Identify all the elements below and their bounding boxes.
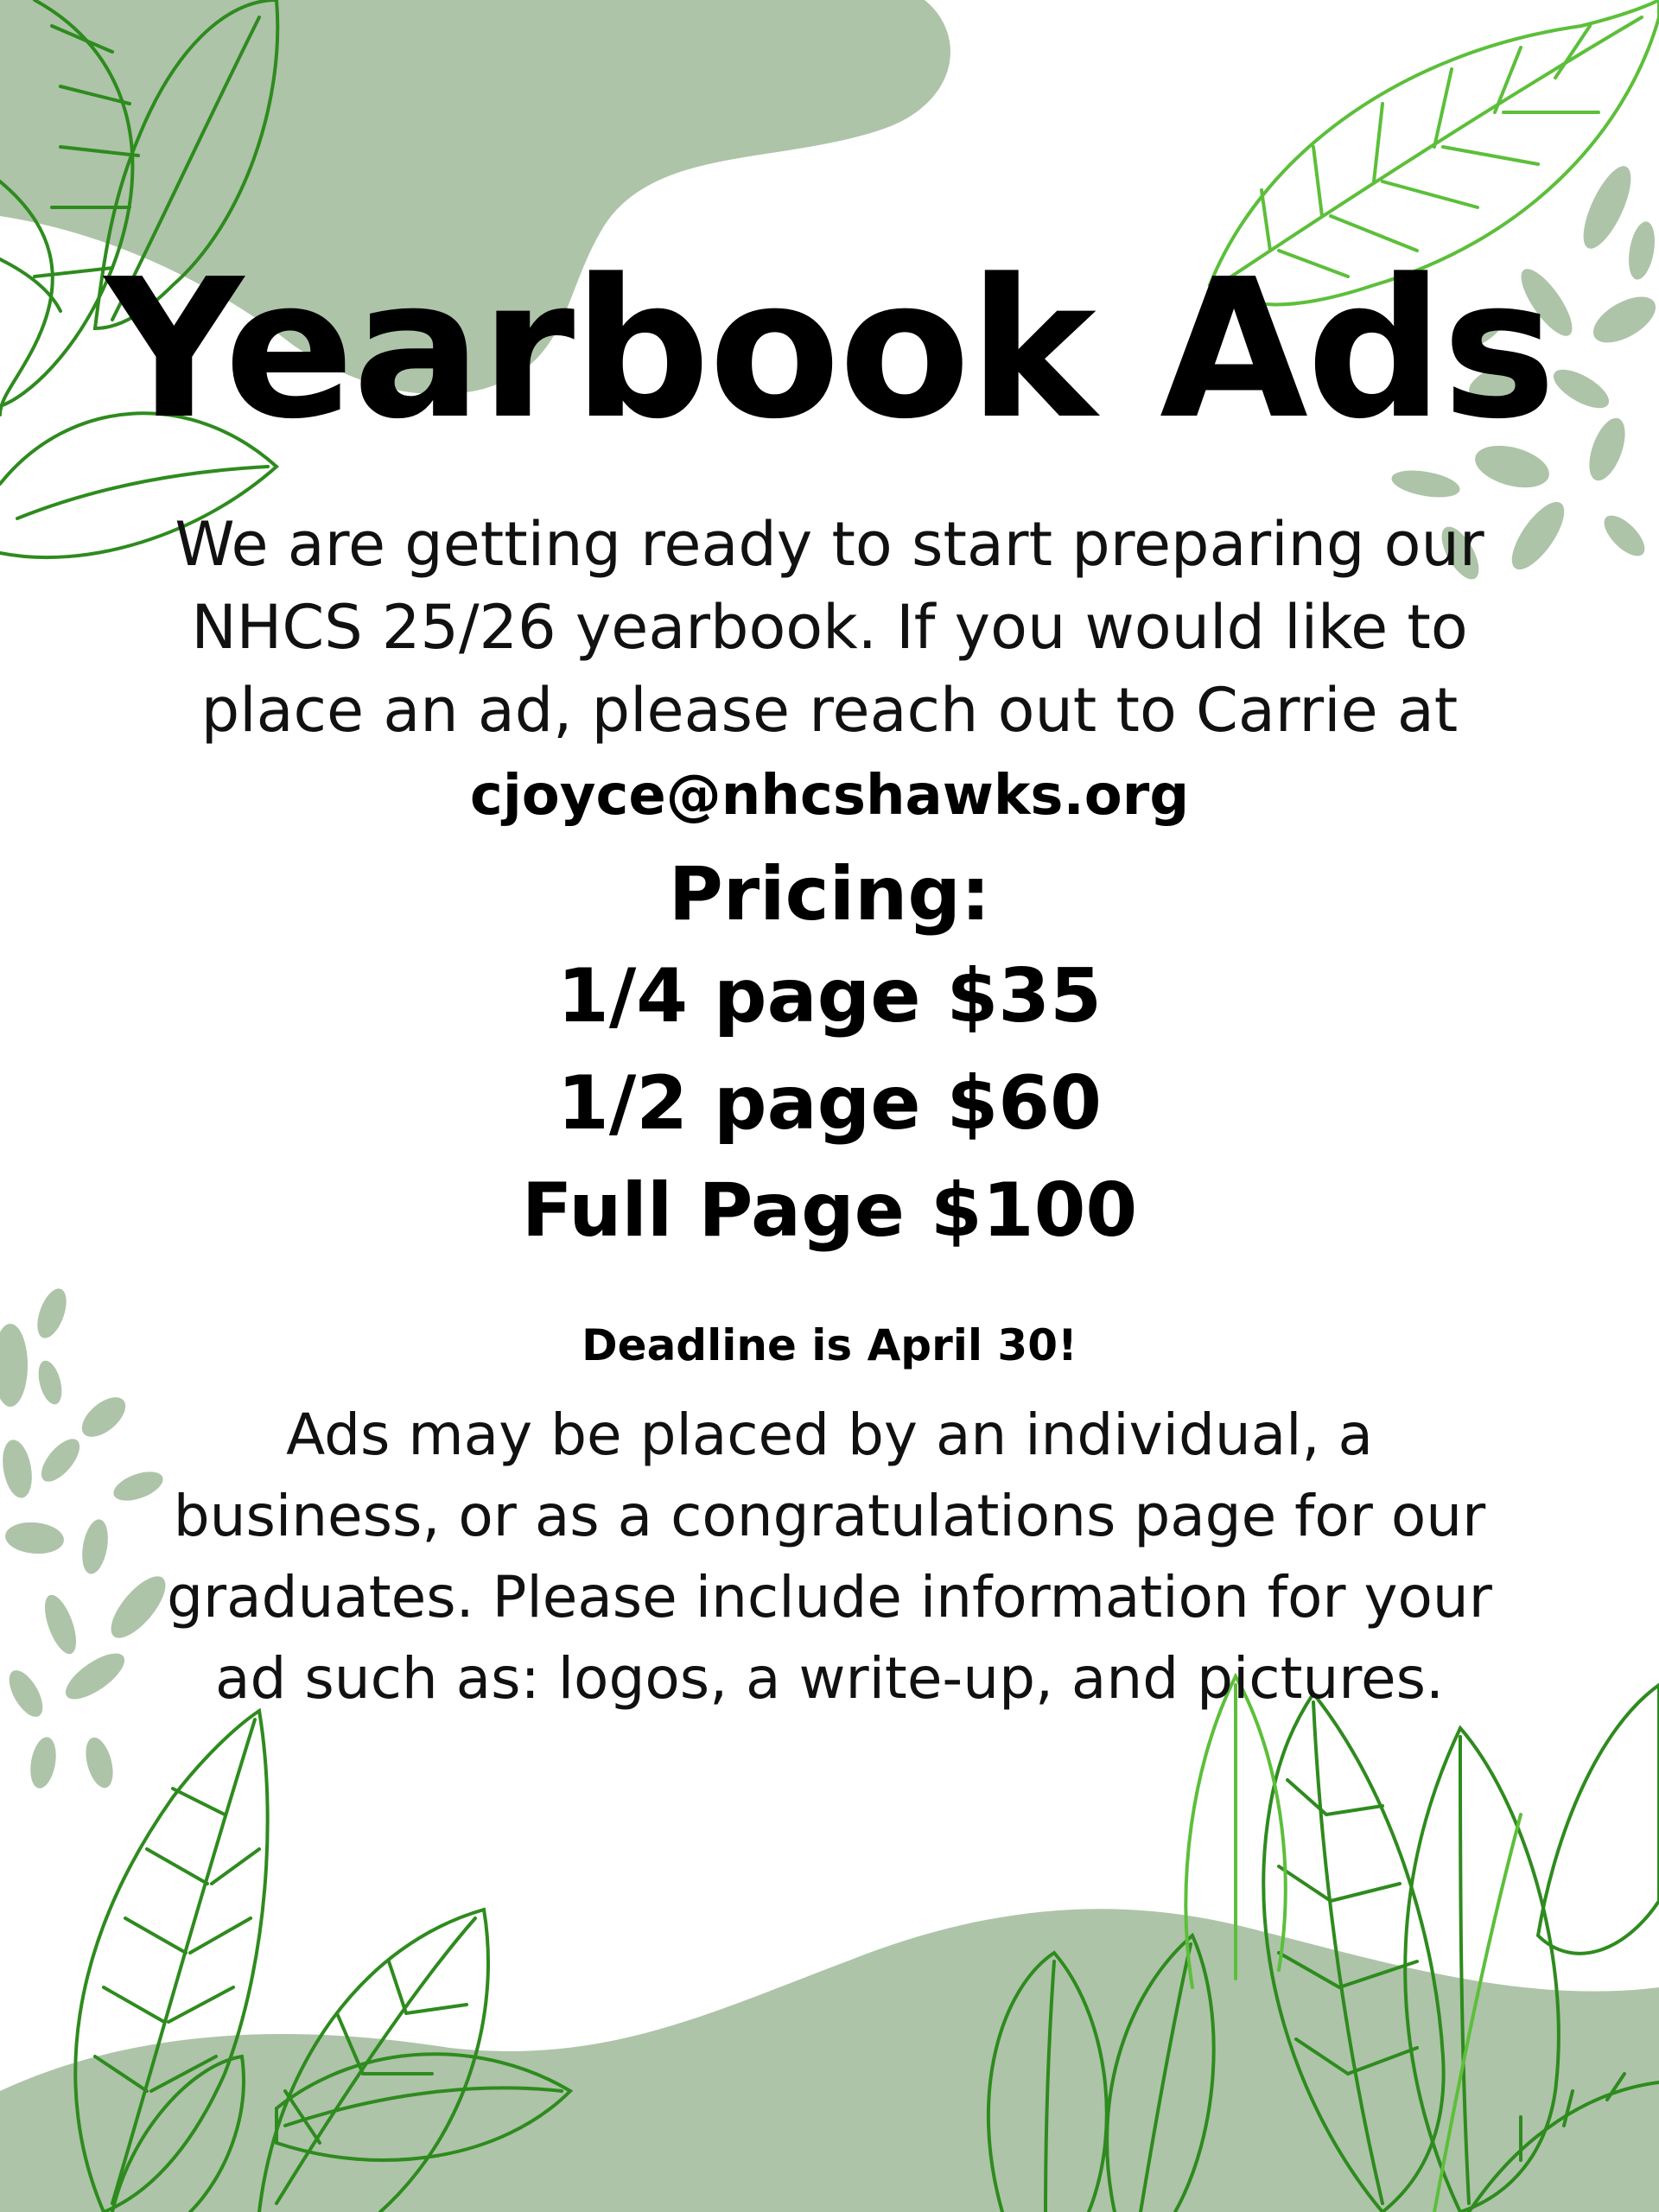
- contact-email[interactable]: cjoyce@nhcshawks.org: [469, 764, 1190, 828]
- outro-line: ad such as: logos, a write-up, and pictures.: [215, 1645, 1444, 1712]
- price-full-page: Full Page $100: [521, 1167, 1138, 1254]
- outro-line: Ads may be placed by an individual, a: [286, 1402, 1373, 1468]
- intro-line: place an ad, please reach out to Carrie at: [200, 675, 1459, 746]
- outro-line: graduates. Please include information for your: [167, 1564, 1492, 1630]
- price-half-page: 1/2 page $60: [557, 1060, 1102, 1147]
- outro-paragraph: [0, 1395, 1659, 1719]
- intro-line: NHCS 25/26 yearbook. If you would like to: [191, 592, 1468, 663]
- intro-line: We are getting ready to start preparing our: [175, 509, 1484, 580]
- flyer-title: Yearbook Ads: [105, 238, 1554, 461]
- leaf-bottom-right-3: [1538, 1685, 1659, 1954]
- intro-paragraph: [0, 503, 1659, 752]
- outro-line: business, or as a congratulations page for our: [173, 1483, 1486, 1549]
- deadline-text: Deadline is April 30!: [582, 1320, 1077, 1370]
- pricing-heading: Pricing:: [668, 851, 991, 938]
- bottom-blob: [0, 1909, 1659, 2212]
- price-quarter-page: 1/4 page $35: [557, 953, 1102, 1039]
